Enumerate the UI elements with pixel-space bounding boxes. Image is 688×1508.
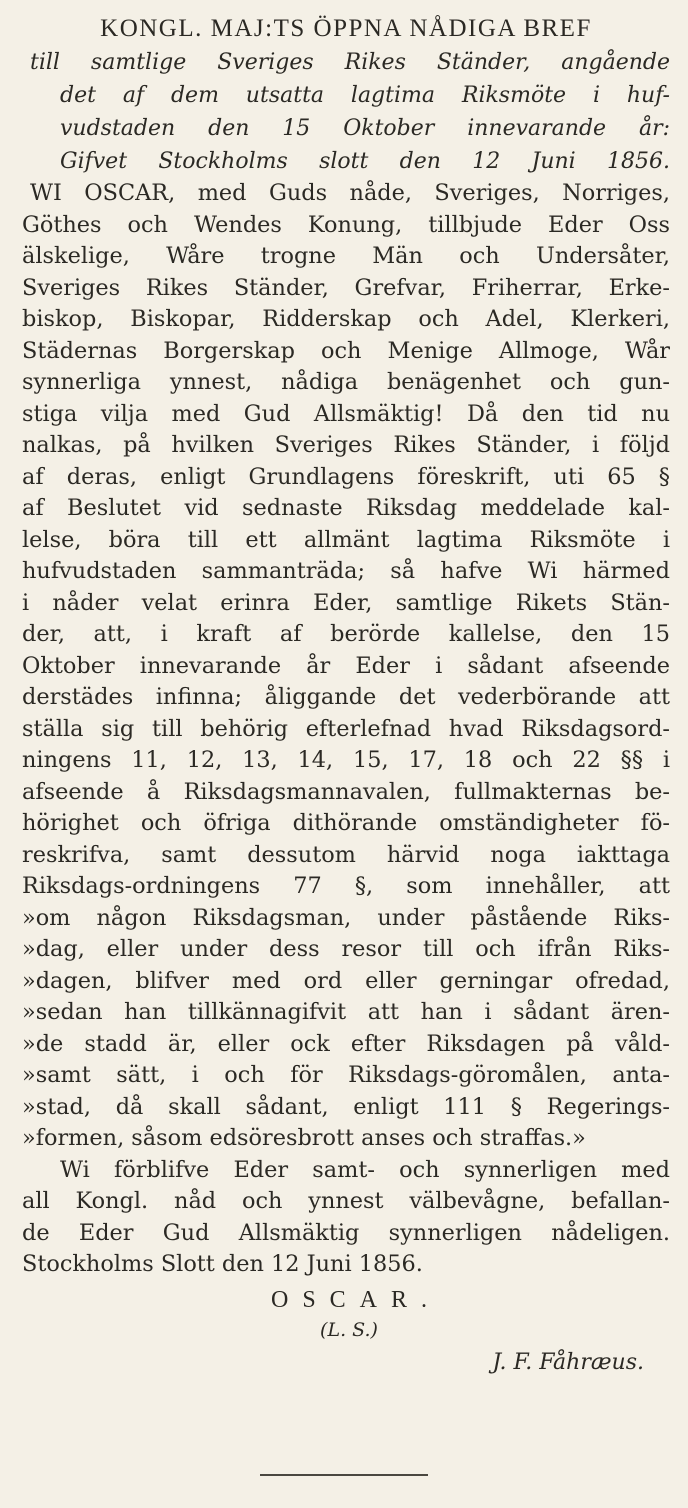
body-line: Städernas Borgerskap och Menige Allmoge, Wår	[22, 337, 670, 364]
body-line: ningens 11, 12, 13, 14, 15, 17, 18 och 22 §§ i	[22, 747, 670, 773]
document-subtitle	[22, 46, 670, 178]
subtitle-line: till samtlige Sveriges Rikes Ständer, angående	[30, 50, 670, 75]
document-heading: KONGL. MAJ:TS ÖPPNA NÅDIGA BREF	[100, 15, 592, 42]
royal-signature: OSCAR.	[270, 1286, 442, 1313]
body-line: synnerliga ynnest, nådiga benägenhet och gun-	[22, 369, 670, 395]
body-line: »dag, eller under dess resor till och ifrån Riks-	[22, 936, 670, 962]
subtitle-line: Gifvet Stockholms slott den 12 Juni 1856.	[60, 149, 670, 174]
body-line: stiga vilja med Gud Allsmäktig! Då den tid nu	[22, 400, 670, 427]
body-line: ställa sig till behörig efterlefnad hvad Riksdagsord-	[22, 715, 670, 742]
body-line: »sedan han tillkännagifvit att han i sådant ären-	[22, 999, 670, 1025]
closing-rule	[260, 1474, 428, 1476]
body-line: WI OSCAR, med Guds nåde, Sveriges, Norriges,	[30, 180, 670, 206]
body-line: all Kongl. nåd och ynnest välbevågne, befallan-	[22, 1188, 670, 1214]
body-line: derstädes infinna; åliggande det vederbörande att	[22, 684, 670, 710]
body-line: reskrifva, samt dessutom härvid noga iakttaga	[22, 841, 670, 868]
body-line: af deras, enligt Grundlagens föreskrift, uti 65 §	[22, 463, 670, 490]
body-line: af Beslutet vid sednaste Riksdag meddelade kal-	[22, 495, 670, 521]
body-line: Göthes och Wendes Konung, tillbjude Eder Oss	[22, 211, 670, 238]
body-line: der, att, i kraft af berörde kallelse, den 15	[22, 621, 670, 647]
subtitle-line: det af dem utsatta lagtima Riksmöte i huf-	[60, 83, 670, 108]
letter-body	[22, 178, 670, 1281]
body-line: afseende å Riksdagsmannavalen, fullmakternas be-	[22, 778, 670, 805]
body-line: hörighet och öfriga dithörande omständigheter fö-	[22, 810, 670, 836]
body-line: »stad, då skall sådant, enligt 111 § Regerings-	[22, 1093, 670, 1120]
body-line: »samt sätt, i och för Riksdags-göromålen, anta-	[22, 1062, 670, 1088]
seal-mark: (L. S.)	[320, 1318, 378, 1341]
body-line: i nåder velat erinra Eder, samtlige Rikets Stän-	[22, 589, 670, 616]
document-page	[22, 12, 670, 1378]
body-line: de Eder Gud Allsmäktig synnerligen nådeligen.	[22, 1219, 670, 1246]
body-line: lelse, böra till ett allmänt lagtima Riksmöte i	[22, 526, 670, 553]
body-line: »de stadd är, eller ock efter Riksdagen på våld-	[22, 1030, 670, 1057]
body-line: Wi förblifve Eder samt- och synnerligen med	[60, 1156, 670, 1183]
body-line: biskop, Biskopar, Ridderskap och Adel, Klerkeri,	[22, 306, 670, 332]
body-line: »formen, såsom edsöresbrott anses och straffas.»	[22, 1125, 586, 1151]
body-line: Riksdags-ordningens 77 §, som innehåller, att	[22, 873, 670, 899]
countersignature: J. F. Fåhræus.	[492, 1349, 644, 1375]
subtitle-line: vudstaden den 15 Oktober innevarande år:	[60, 116, 670, 141]
body-line: Sveriges Rikes Ständer, Grefvar, Friherrar, Erke-	[22, 274, 670, 301]
body-line: nalkas, på hvilken Sveriges Rikes Ständer, i följd	[22, 432, 670, 458]
body-line: älskelige, Wåre trogne Män och Undersåter,	[22, 243, 670, 269]
body-line: »dagen, blifver med ord eller gerningar ofredad,	[22, 967, 670, 994]
body-line: Oktober innevarande år Eder i sådant afseende	[22, 652, 670, 679]
body-line: hufvudstaden sammanträda; så hafve Wi härmed	[22, 558, 670, 584]
body-line: »om någon Riksdagsman, under påstående Riks-	[22, 904, 670, 931]
body-line: Stockholms Slott den 12 Juni 1856.	[22, 1251, 423, 1277]
